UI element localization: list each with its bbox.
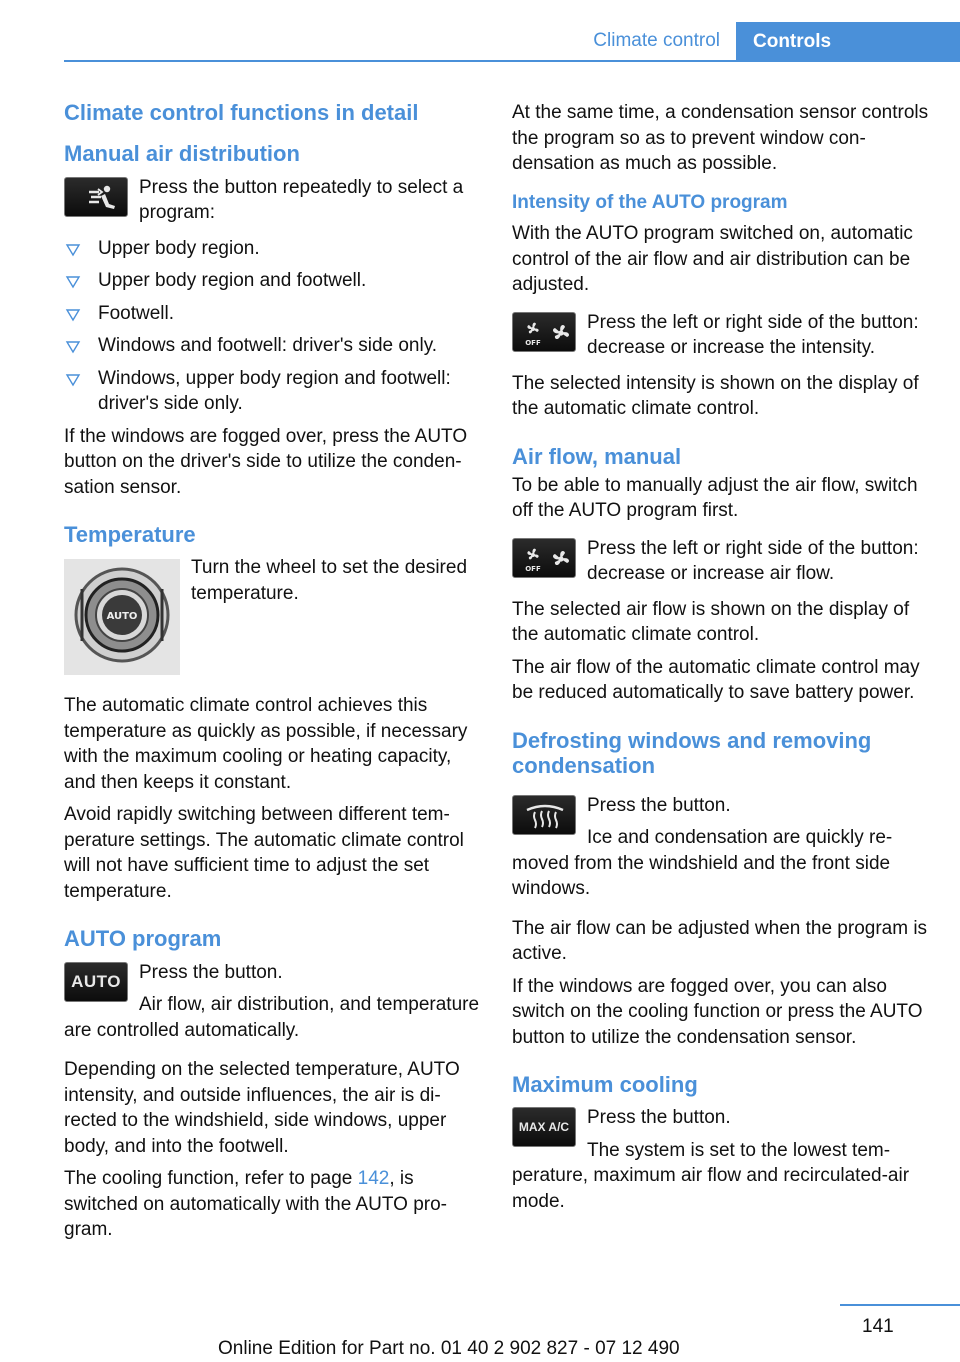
footer-rule [840,1304,960,1306]
max-ac-button-icon: MAX A/C [512,1107,576,1147]
fan-off-button-icon [512,538,576,578]
defrost-line-2: Ice and condensation are quickly removed from the windshield and the front side windows. [512,827,893,900]
airflow-button-text: Press the left or right side of the button: decrease or increase air flow. [587,537,919,585]
intensity-row [512,310,930,361]
right-column [512,100,930,1236]
airflow-row [512,536,930,587]
auto-button-icon: AUTO [64,962,128,1002]
temperature-paragraph-2: Avoid rapidly switching between different temperature settings. The automatic climate control will not have sufficient time to adjust the set temperature. [64,804,464,902]
left-column [64,100,482,1265]
triangle-bullet-icon [64,370,82,388]
air-distribution-button-icon [64,177,128,217]
fog-note: If the windows are fogged over, press the AUTO button on the driver's side to utilize the condensation sensor. [64,425,468,498]
list-item: Windows, upper body region and footwell: driver's side only. [64,366,482,417]
heading-defrost: Defrosting windows and removing condensation [512,727,872,779]
header-rule [64,60,960,62]
maxcool-line-1: Press the button. [587,1107,731,1129]
defrost-line-1: Press the button. [587,794,731,816]
condensation-intro: At the same time, a condensation sensor controls the program so as to prevent window condensation as much as possible. [512,102,929,174]
list-item: Footwell. [64,301,482,327]
heading-manual-air-distribution: Manual air distribution [64,141,300,167]
temperature-wheel-image [64,559,180,675]
temperature-paragraph-1: The automatic climate control achieves this temperature as quickly as possible, if necessary with the maximum cooling or heating capacity, and then keeps it constant. [64,695,468,793]
defrost-button-icon [512,795,576,835]
airflow-paragraph-1: To be able to manually adjust the air flow, switch off the AUTO program first. [512,474,918,522]
auto-paragraph-1: Depending on the selected temperature, AUTO intensity, and outside influences, the air is directed to the windshield, side windows, upper body, and into the footwell. [64,1059,460,1157]
maxcool-row [512,1105,930,1214]
page-number: 141 [862,1316,894,1337]
temperature-intro: Turn the wheel to set the desired temperature. [191,557,468,604]
section-intensity [512,191,930,422]
air-distribution-intro: Press the button repeatedly to select a program: [139,176,464,224]
defrost-paragraph-2: If the windows are fogged over, you can also switch on the cooling function or press the AUTO button to utilize the condensation sensor. [512,975,923,1048]
airflow-paragraph-2: The selected air flow is shown on the display of the automatic climate control. [512,598,910,646]
auto-line-2: Air flow, air distribution, and temperature are controlled automatically. [64,994,480,1041]
main-heading: Climate control functions in detail [64,100,419,125]
defrost-paragraph-1: The air flow can be adjusted when the program is active. [512,917,928,965]
heading-temperature: Temperature [64,522,196,548]
header-section-title: Climate control [593,30,720,51]
heading-airflow-manual: Air flow, manual [512,443,682,469]
svg-text:OFF: OFF [525,564,541,573]
svg-text:OFF: OFF [525,338,541,347]
heading-auto-program: AUTO program [64,926,222,952]
knob-auto-label: AUTO [106,611,138,623]
intensity-paragraph-2: The selected intensity is shown on the display of the automatic climate control. [512,372,919,420]
triangle-bullet-icon [64,305,82,323]
auto-line-1: Press the button. [139,961,283,983]
section-manual-air-distribution [64,141,482,500]
section-auto-program [64,926,482,1242]
air-distribution-program-list [64,236,482,417]
list-item: Windows and footwell: driver's side only. [64,333,482,359]
triangle-bullet-icon [64,272,82,290]
airflow-paragraph-3: The air flow of the automatic climate control may be reduced automatically to save battery power. [512,656,920,704]
section-airflow-manual [512,444,930,706]
triangle-bullet-icon [64,240,82,258]
page-reference-link[interactable]: 142 [357,1168,390,1190]
intensity-paragraph-1: With the AUTO program switched on, automatic control of the air flow and air distribution can be adjusted. [512,223,913,296]
heading-maximum-cooling: Maximum cooling [512,1072,698,1098]
triangle-bullet-icon [64,337,82,355]
list-item: Upper body region and footwell. [64,268,482,294]
air-distribution-row [64,175,482,226]
footer-edition-text: Online Edition for Part no. 01 40 2 902 827 - 07 12 490 [218,1338,680,1359]
maxcool-line-2: The system is set to the lowest temperature, maximum air flow and recirculated-air mode. [512,1139,910,1212]
auto-row [64,960,482,1044]
defrost-row [512,793,930,902]
list-item: Upper body region. [64,236,482,262]
fan-off-button-icon [512,312,576,352]
page-header [0,0,960,62]
temperature-row [64,555,482,683]
section-temperature [64,522,482,904]
section-maximum-cooling [512,1072,930,1214]
section-defrost [512,728,930,1050]
header-chapter-tab: Controls [736,22,960,60]
heading-intensity: Intensity of the AUTO program [512,191,788,213]
auto-paragraph-2: The cooling function, refer to page 142, is switched on automatically with the AUTO program. [64,1168,447,1241]
intensity-button-text: Press the left or right side of the button: decrease or increase the intensity. [587,311,919,359]
